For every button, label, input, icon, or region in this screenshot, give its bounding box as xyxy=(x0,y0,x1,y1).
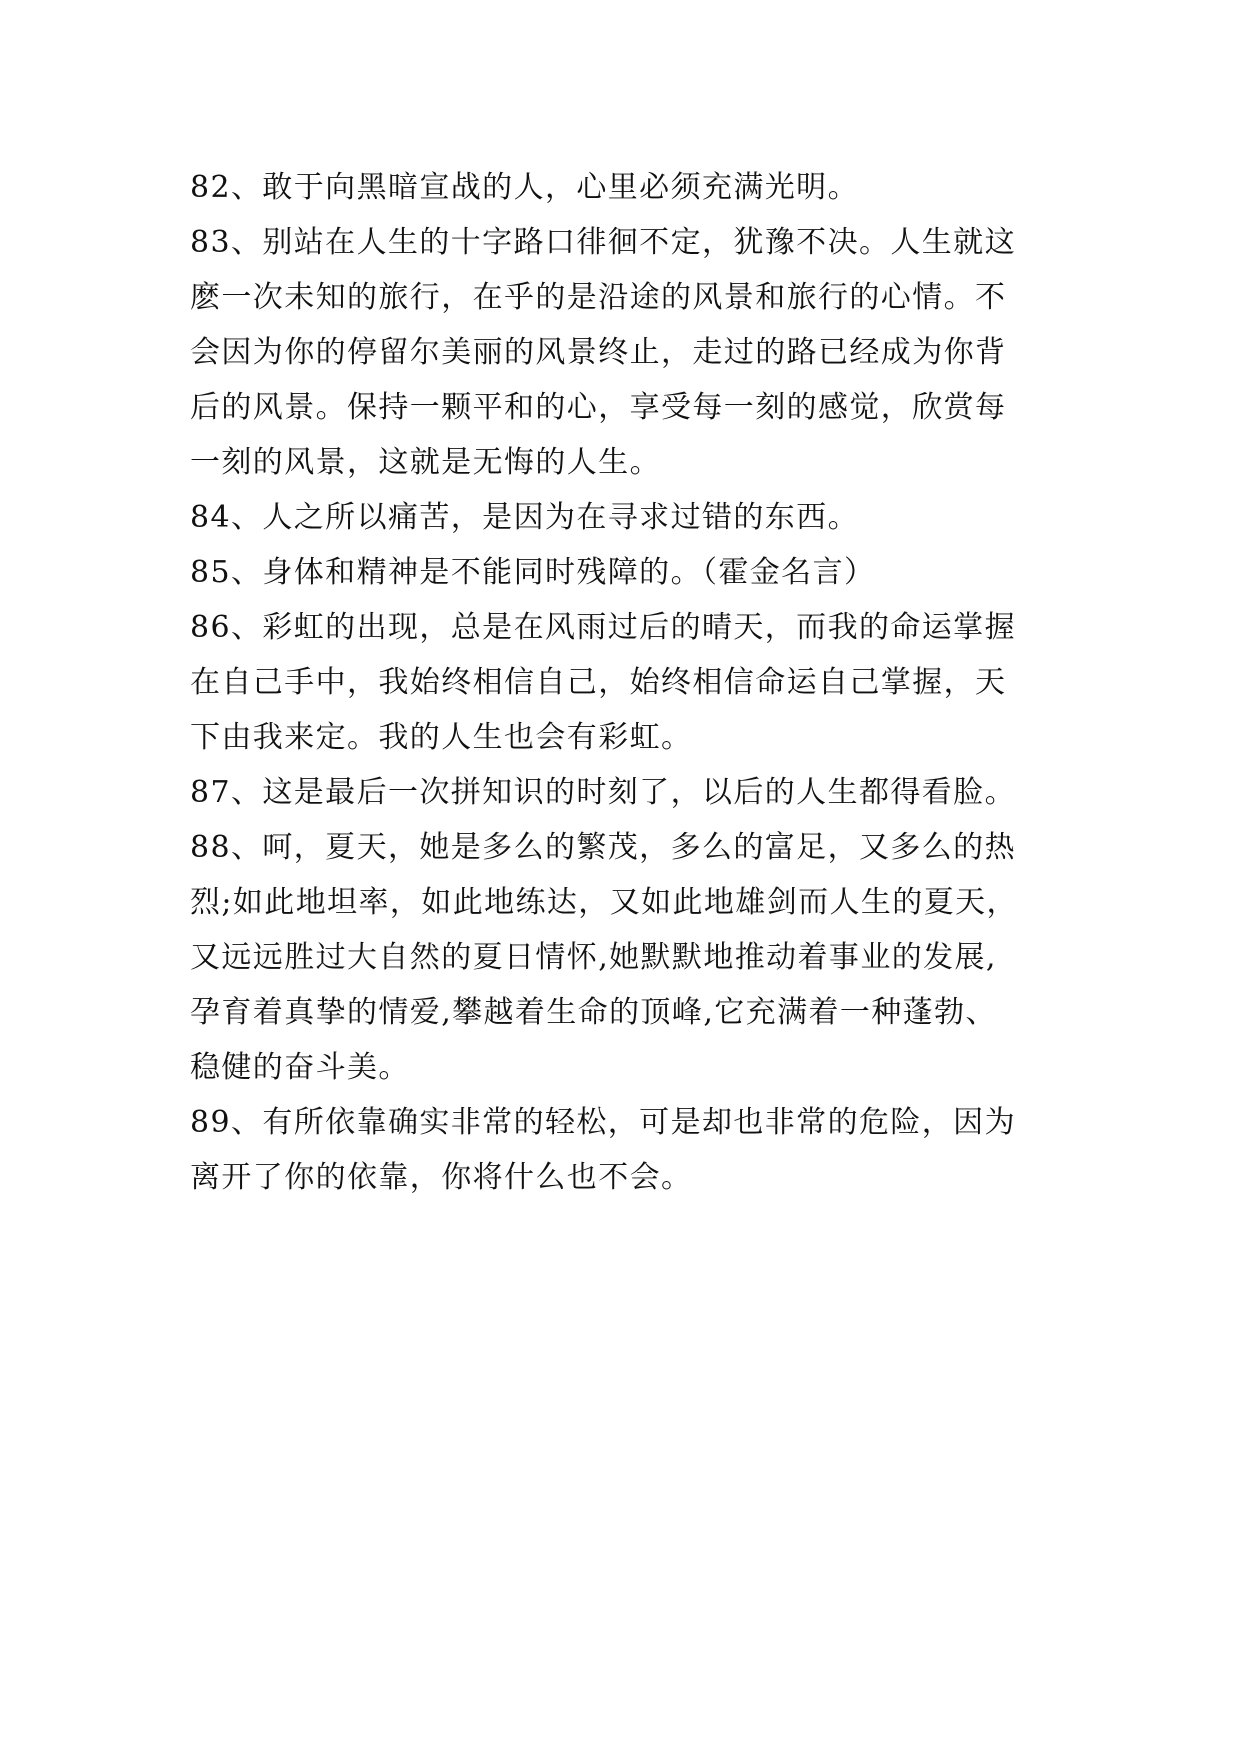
text-line: 后的风景。保持一颗平和的心，享受每一刻的感觉，欣赏每 xyxy=(190,390,1007,425)
text-line: 烈;如此地坦率，如此地练达，又如此地雄剑而人生的夏天， xyxy=(190,885,1018,920)
text-line: 88、呵，夏天，她是多么的繁茂，多么的富足，又多么的热 xyxy=(190,830,1016,865)
text-line: 82、敢于向黑暗宣战的人，心里必须充满光明。 xyxy=(190,170,859,205)
text-line: 在自己手中，我始终相信自己，始终相信命运自己掌握，天 xyxy=(190,665,1007,700)
document-body xyxy=(190,160,1060,1205)
text-line: 又远远胜过大自然的夏日情怀,她默默地推动着事业的发展, xyxy=(190,940,997,975)
text-line: 86、彩虹的出现，总是在风雨过后的晴天，而我的命运掌握 xyxy=(190,610,1016,645)
text-line: 下由我来定。我的人生也会有彩虹。 xyxy=(190,720,693,755)
text-line: 稳健的奋斗美。 xyxy=(190,1050,410,1085)
text-line: 87、这是最后一次拼知识的时刻了，以后的人生都得看脸。 xyxy=(190,775,1016,810)
text-line: 89、有所依靠确实非常的轻松，可是却也非常的危险，因为 xyxy=(190,1105,1016,1140)
text-line: 84、人之所以痛苦，是因为在寻求过错的东西。 xyxy=(190,500,859,535)
text-line: 离开了你的依靠，你将什么也不会。 xyxy=(190,1160,693,1195)
text-line: 一刻的风景，这就是无悔的人生。 xyxy=(190,445,661,480)
text-line: 麽一次未知的旅行，在乎的是沿途的风景和旅行的心情。不 xyxy=(190,280,1007,315)
text-line: 83、别站在人生的十字路口徘徊不定，犹豫不决。人生就这 xyxy=(190,225,1016,260)
text-line: 孕育着真挚的情爱,攀越着生命的顶峰,它充满着一种蓬勃、 xyxy=(190,995,997,1030)
text-line: 85、身体和精神是不能同时残障的。（霍金名言） xyxy=(190,555,876,590)
text-line: 会因为你的停留尔美丽的风景终止，走过的路已经成为你背 xyxy=(190,335,1007,370)
